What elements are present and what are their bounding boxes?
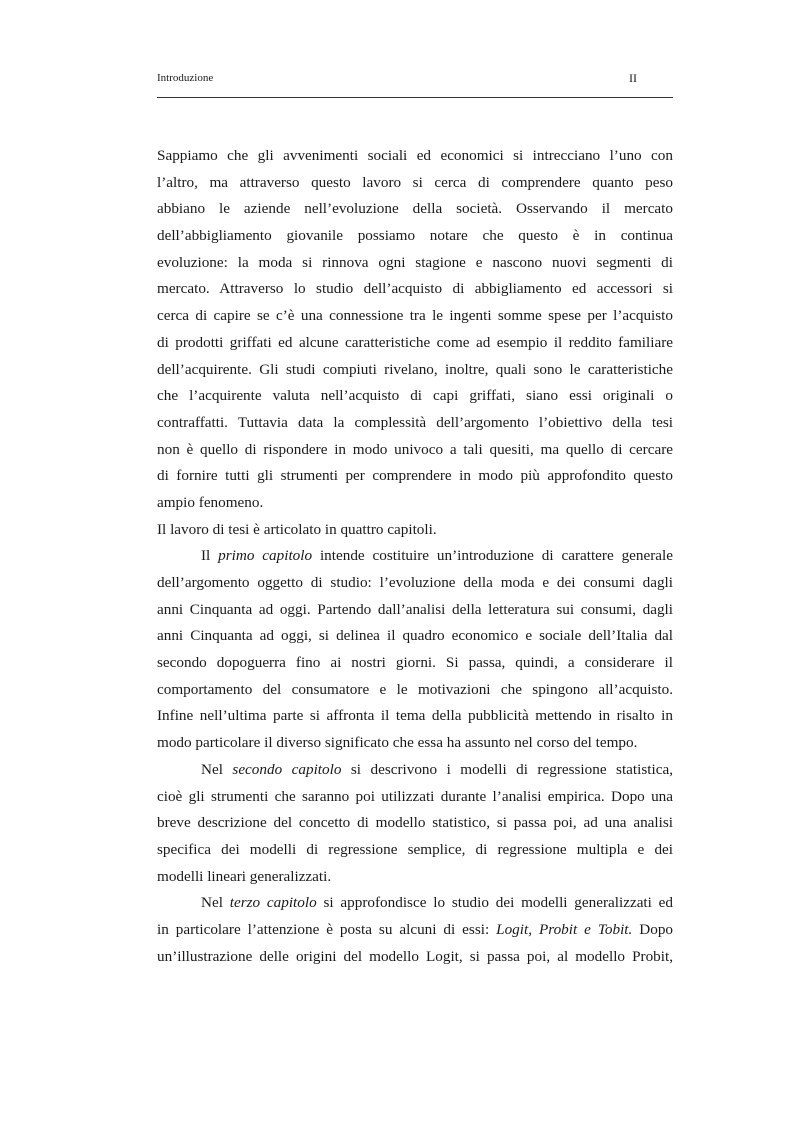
text-line: di prodotti griffati ed alcune caratteristiche come ad esempio il reddito familiare — [157, 333, 673, 351]
text-line: dell’argomento oggetto di studio: l’evoluzione della moda e dei consumi dagli — [157, 574, 673, 591]
header-title: Introduzione — [157, 72, 214, 84]
text-line — [157, 890, 673, 917]
text-span: intende costituire un’introduzione di carattere generale — [312, 547, 673, 565]
text-line — [157, 917, 673, 944]
text-line — [157, 543, 673, 570]
text-span: Nel — [201, 760, 233, 778]
text-line: dell’abbigliamento giovanile possiamo notare che questo è in continua — [157, 227, 673, 245]
running-header — [157, 70, 673, 92]
text-line: cioè gli strumenti che saranno poi utilizzati durante l’analisi empirica. Dopo una — [157, 787, 673, 805]
text-line: ampio fenomeno. — [157, 493, 264, 511]
text-line: l’altro, ma attraverso questo lavoro si cerca di comprendere quanto peso — [157, 173, 673, 191]
text-line: di fornire tutti gli strumenti per comprendere in modo più approfondito questo — [157, 467, 673, 485]
text-span: Dopo — [632, 920, 673, 938]
text-span: in particolare l’attenzione è posta su alcuni di essi: — [157, 920, 497, 938]
chapter-name: terzo capitolo — [229, 894, 317, 912]
text-line: cerca di capire se c’è una connessione tra le ingenti somme spese per l’acquisto — [157, 307, 673, 325]
text-line: abbiano le aziende nell’evoluzione della società. Osservando il mercato — [157, 200, 673, 218]
text-line: Il lavoro di tesi è articolato in quattro capitoli. — [157, 520, 437, 538]
text-line — [157, 757, 673, 784]
chapter-name: secondo capitolo — [232, 760, 342, 778]
text-line: dell’acquirente. Gli studi compiuti rivelano, inoltre, quali sono le caratteristiche — [157, 360, 673, 378]
text-line: secondo dopoguerra fino ai nostri giorni. Si passa, quindi, a considerare il — [157, 654, 673, 672]
text-line: comportamento del consumatore e le motivazioni che spingono all’acquisto. — [157, 680, 673, 698]
text-line: modelli lineari generalizzati. — [157, 867, 332, 885]
header-rule — [157, 97, 673, 98]
text-line: che l’acquirente valuta nell’acquisto di capi griffati, siano essi originali o — [157, 387, 673, 405]
text-line: evoluzione: la moda si rinnova ogni stagione e nascono nuovi segmenti di — [157, 253, 673, 271]
text-line: anni Cinquanta ad oggi, si delinea il quadro economico e sociale dell’Italia dal — [157, 627, 673, 645]
text-line: Sappiamo che gli avvenimenti sociali ed economici si intrecciano l’uno con — [157, 147, 673, 164]
model-names: Logit, Probit e Tobit. — [496, 920, 633, 938]
text-line: Infine nell’ultima parte si affronta il tema della pubblicità mettendo in risalto in — [157, 707, 673, 725]
text-line: contraffatti. Tuttavia data la complessità dell’argomento l’obiettivo della tesi — [157, 413, 673, 431]
text-line: anni Cinquanta ad oggi. Partendo dall’analisi della letteratura sui consumi, dagli — [157, 600, 673, 618]
text-span: si approfondisce lo studio dei modelli generalizzati ed — [316, 894, 673, 912]
text-span: Il — [201, 547, 219, 565]
text-line: modo particolare il diverso significato che essa ha assunto nel corso del tempo. — [157, 734, 638, 752]
text-line: specifica dei modelli di regressione semplice, di regressione multipla e dei — [157, 840, 673, 858]
text-line: breve descrizione del concetto di modello statistico, si passa poi, ad una analisi — [157, 814, 673, 832]
text-line: un’illustrazione delle origini del modello Logit, si passa poi, al modello Probit, — [157, 947, 673, 965]
body-text — [157, 143, 673, 970]
text-line: non è quello di rispondere in modo univoco a tali quesiti, ma quello di cercare — [157, 440, 673, 458]
chapter-name: primo capitolo — [218, 547, 313, 565]
text-line: mercato. Attraverso lo studio dell’acquisto di abbigliamento ed accessori si — [157, 280, 673, 298]
page-number: II — [629, 71, 637, 85]
text-span: si descrivono i modelli di regressione statistica, — [341, 760, 673, 778]
text-span: Nel — [201, 894, 230, 912]
